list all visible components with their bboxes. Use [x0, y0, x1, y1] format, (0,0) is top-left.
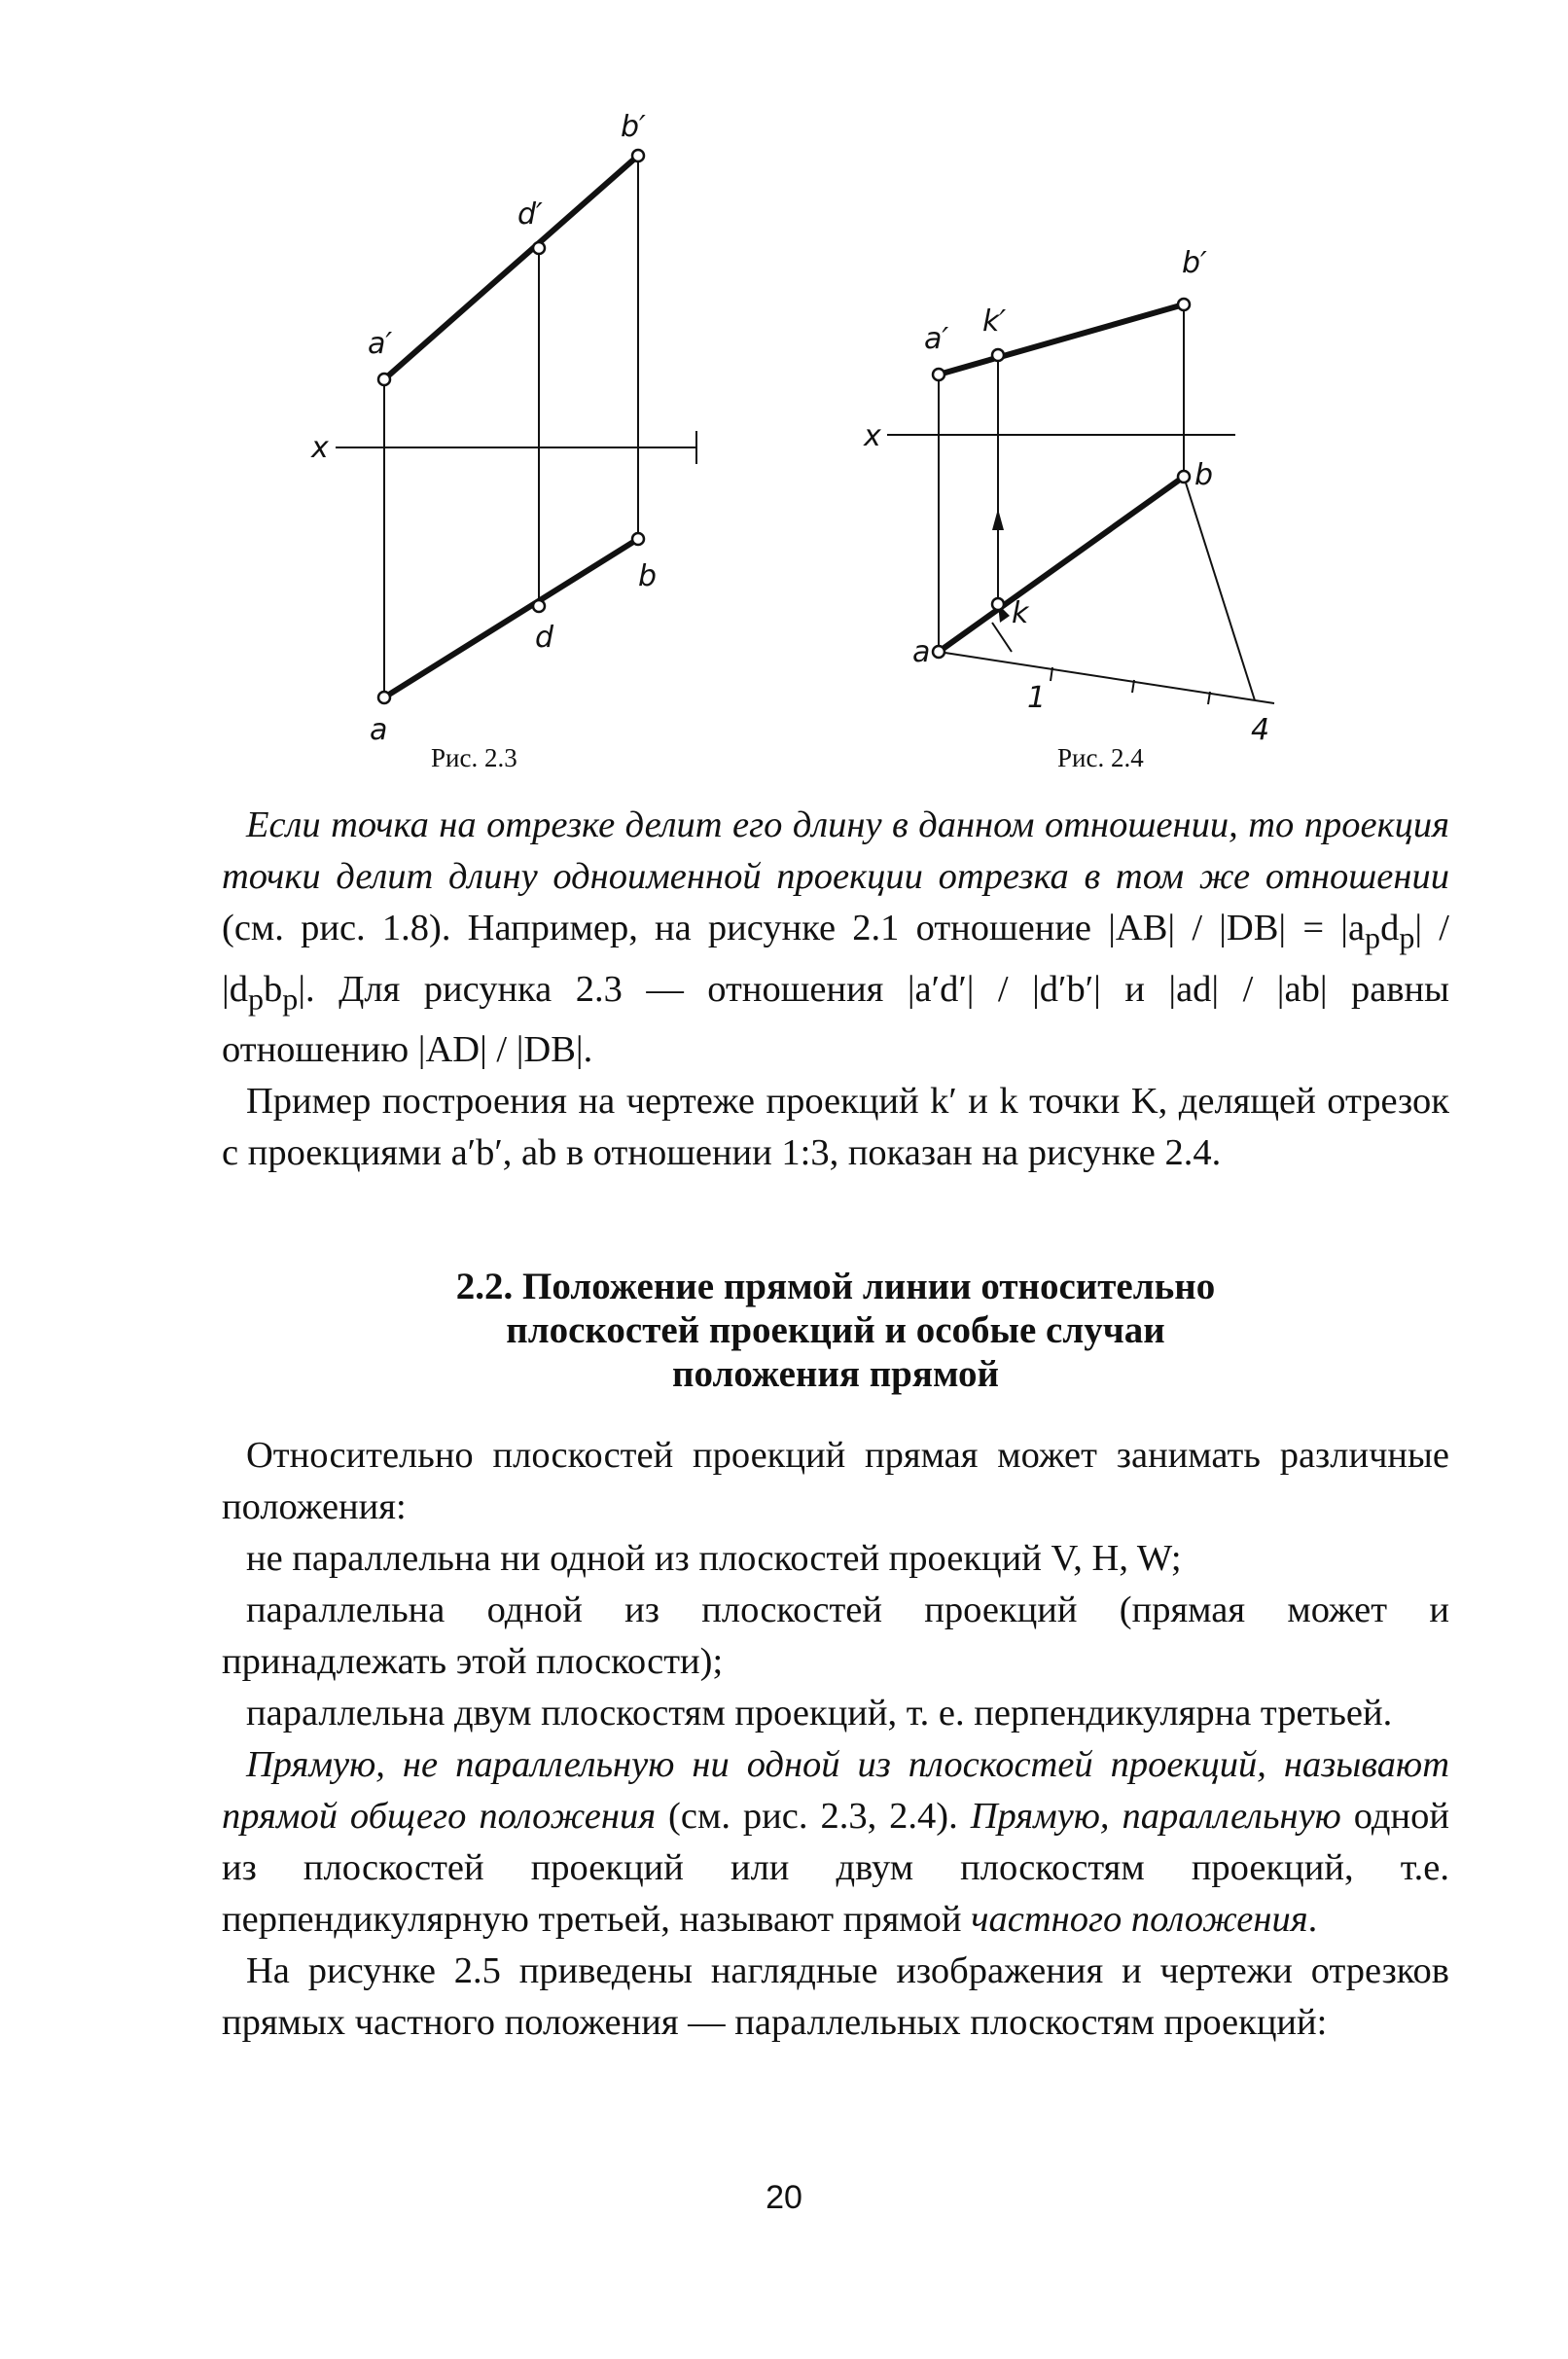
fig24-label-k: k	[1012, 596, 1029, 630]
heading-line-2: плоскостей проекций и особые случаи	[506, 1309, 1165, 1351]
fig23-label-a: a	[370, 713, 388, 747]
fig24-parallel-line-4b	[1184, 477, 1255, 700]
paragraph-1-sub-3: p	[247, 981, 265, 1017]
fig24-parallel-line-1k	[992, 623, 1012, 652]
fig23-point-d-prime	[533, 242, 545, 254]
fig24-label-a-prime: a′	[924, 322, 949, 356]
paragraph-4-plain-2: одной из плоскостей проекций или двум плоскостям проекций, т.е. перпендикулярную третьей, называют прямой	[222, 1796, 1449, 1940]
fig23-point-a-prime	[378, 374, 390, 385]
text-block-bottom	[222, 1430, 1449, 2049]
paragraph-1-text: (см. рис. 1.8). Например, на рисунке 2.1 отношение |AB| / |DB| = |a	[222, 908, 1366, 948]
fig24-caption: Рис. 2.4	[1057, 743, 1144, 772]
fig23-segment-a-b	[384, 539, 638, 697]
fig24-label-x: x	[864, 419, 881, 453]
paragraph-4-plain-3: .	[1307, 1899, 1318, 1940]
figure-2-3	[292, 110, 759, 778]
paragraph-1-tail: |. Для рисунка 2.3 — отношения |a′d′| / |d′b′| и |ad| / |ab| равны отношению |AD| / |DB|.	[222, 968, 1449, 1071]
fig24-label-4: 4	[1251, 713, 1270, 747]
fig23-point-b-prime	[632, 150, 644, 161]
fig23-label-x: x	[311, 431, 329, 465]
paragraph-2: Пример построения на чертеже проекций k′ и k точки K, делящей отрезок с проекциями a′b′, ab в отношении 1:3, показан на рисунке 2.4.	[222, 1081, 1449, 1174]
fig23-point-b	[632, 533, 644, 545]
paragraph-1-italic: Если точка на отрезке делит его длину в данном отношении, то проекция точки делит длину одноименной проекции отрезка в том же отношении	[222, 804, 1449, 897]
fig23-point-a	[378, 692, 390, 703]
fig23-label-b: b	[638, 559, 658, 593]
fig23-caption: Рис. 2.3	[431, 743, 517, 772]
fig23-point-d	[533, 600, 545, 612]
fig23-label-a-prime: a′	[368, 327, 393, 361]
paragraph-4-italic-2: Прямую, параллельную	[970, 1796, 1341, 1837]
paragraph-1-mid-2: | / |d	[222, 908, 1449, 1010]
fig24-point-a	[933, 646, 944, 658]
fig23-label-d: d	[535, 621, 554, 655]
paragraph-4-italic-1: Прямую, не параллельную ни одной из плоскостей проекций, называют прямой общего положения	[222, 1744, 1449, 1837]
fig24-segments	[939, 304, 1184, 652]
fig24-arrow-up	[992, 509, 1004, 530]
heading-line-3: положения прямой	[671, 1353, 999, 1395]
fig24-point-k-prime	[992, 349, 1004, 361]
fig24-division-ray	[939, 652, 1274, 703]
fig23-segment-a-prime-b-prime	[384, 156, 638, 379]
fig24-label-b: b	[1194, 458, 1214, 492]
list-item-3: параллельна двум плоскостям проекций, т. е. перпендикулярна третьей.	[246, 1693, 1393, 1734]
list-item-2: параллельна одной из плоскостей проекций (прямая может и принадлежать этой плоскости);	[222, 1590, 1449, 1682]
page-number: 20	[766, 2179, 802, 2216]
fig24-segment-a-b	[939, 477, 1184, 652]
list-item-1: не параллельна ни одной из плоскостей проекций V, H, W;	[246, 1538, 1182, 1579]
paragraph-4	[222, 1739, 1449, 1946]
section-heading	[222, 1265, 1449, 1396]
fig24-label-k-prime: k′	[982, 304, 1007, 339]
fig23-segments	[384, 156, 638, 697]
paragraph-4-plain-1: (см. рис. 2.3, 2.4).	[656, 1796, 971, 1837]
fig24-segment-a-prime-b-prime	[939, 304, 1184, 375]
fig24-point-b-prime	[1178, 299, 1190, 310]
paragraph-1	[222, 800, 1449, 1076]
text-block-top	[222, 800, 1449, 1179]
paragraph-1-sub-4: p	[282, 981, 299, 1017]
paragraph-1-mid-3: b	[264, 968, 283, 1010]
fig24-point-k	[992, 598, 1004, 610]
fig24-point-b	[1178, 471, 1190, 483]
paragraph-1-sub-1: p	[1365, 919, 1381, 955]
paragraph-3: Относительно плоскостей проекций прямая может занимать различные положения:	[222, 1435, 1449, 1527]
fig24-label-a: a	[912, 635, 931, 669]
fig24-label-b-prime: b′	[1182, 246, 1207, 280]
paragraph-1-mid-1: d	[1380, 908, 1400, 948]
fig24-label-1: 1	[1027, 681, 1047, 715]
paragraph-1-sub-2: p	[1399, 919, 1415, 955]
figure-2-4	[846, 233, 1313, 778]
fig23-label-b-prime: b′	[621, 110, 646, 144]
fig23-label-d-prime: d′	[517, 197, 543, 232]
paragraph-5: На рисунке 2.5 приведены наглядные изображения и чертежи отрезков прямых частного положения — параллельных плоскостям проекций:	[222, 1950, 1449, 2043]
heading-line-1: 2.2. Положение прямой линии относительно	[455, 1266, 1216, 1307]
fig24-point-a-prime	[933, 369, 944, 380]
paragraph-4-italic-3: частного положения	[971, 1899, 1308, 1940]
